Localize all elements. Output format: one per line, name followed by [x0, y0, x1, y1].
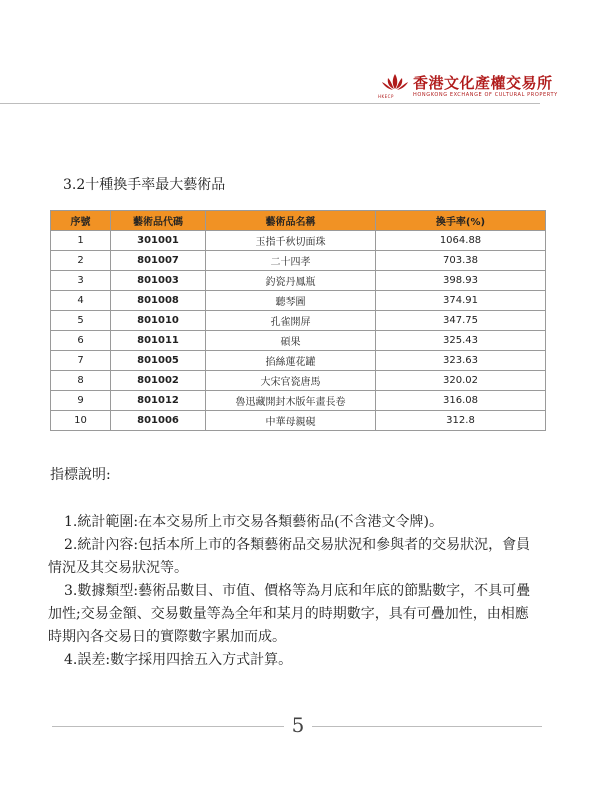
note-item: 4.誤差:數字採用四捨五入方式計算。	[64, 652, 293, 668]
table-row	[51, 371, 546, 391]
artwork-name-cell: 二十四孝	[206, 251, 376, 271]
page-number: 5	[291, 713, 305, 737]
table-row	[51, 311, 546, 331]
table-row	[51, 291, 546, 311]
turnover-rate-cell: 398.93	[376, 271, 546, 291]
table-header-row	[51, 211, 546, 231]
row-index-cell: 10	[51, 411, 111, 431]
footer-divider-left	[52, 726, 284, 727]
row-index-cell: 6	[51, 331, 111, 351]
artwork-code-cell: 301001	[111, 231, 206, 251]
logo-english-name: HONGKONG EXCHANGE OF CULTURAL PROPERTY	[413, 92, 558, 98]
table-row	[51, 251, 546, 271]
table-row	[51, 391, 546, 411]
column-header: 序號	[51, 211, 111, 231]
turnover-rate-cell: 347.75	[376, 311, 546, 331]
row-index-cell: 1	[51, 231, 111, 251]
column-header: 藝術品名稱	[206, 211, 376, 231]
notes-list	[48, 511, 538, 672]
note-item: 1.統計範圍:在本交易所上市交易各類藝術品(不含港文令牌)。	[64, 514, 443, 530]
artwork-code-cell: 801002	[111, 371, 206, 391]
artwork-name-cell: 聽琴圖	[206, 291, 376, 311]
turnover-table	[50, 210, 546, 431]
artwork-name-cell: 掐絲蓮花罐	[206, 351, 376, 371]
artwork-code-cell: 801010	[111, 311, 206, 331]
row-index-cell: 7	[51, 351, 111, 371]
logo-abbreviation: HKECP	[378, 94, 394, 99]
turnover-rate-cell: 1064.88	[376, 231, 546, 251]
turnover-rate-cell: 316.08	[376, 391, 546, 411]
column-header: 換手率(%)	[376, 211, 546, 231]
turnover-rate-cell: 312.8	[376, 411, 546, 431]
table-row	[51, 271, 546, 291]
table-body	[51, 231, 546, 431]
artwork-code-cell: 801007	[111, 251, 206, 271]
section-title: 3.2十種換手率最大藝術品	[63, 177, 226, 193]
footer-divider-right	[312, 726, 542, 727]
row-index-cell: 5	[51, 311, 111, 331]
artwork-name-cell: 玉指千秋切面珠	[206, 231, 376, 251]
artwork-code-cell: 801003	[111, 271, 206, 291]
turnover-rate-cell: 323.63	[376, 351, 546, 371]
notes-title: 指標說明:	[50, 467, 111, 483]
artwork-code-cell: 801005	[111, 351, 206, 371]
note-item: 2.統計內容:包括本所上市的各類藝術品交易狀況和參與者的交易狀況，會員情況及其交易狀況等。	[48, 537, 531, 576]
note-item: 3.數據類型:藝術品數目、市值、價格等為月底和年底的節點數字，不具可疊加性;交易金額、交易數量等為全年和某月的時期數字，具有可疊加性，由相應時期內各交易日的實際數字累加而成。	[48, 583, 531, 645]
table-row	[51, 231, 546, 251]
artwork-name-cell: 釣瓷丹鳳瓶	[206, 271, 376, 291]
header-divider	[0, 103, 540, 104]
artwork-name-cell: 孔雀開屏	[206, 311, 376, 331]
artwork-code-cell: 801008	[111, 291, 206, 311]
table-row	[51, 351, 546, 371]
artwork-code-cell: 801012	[111, 391, 206, 411]
turnover-rate-cell: 374.91	[376, 291, 546, 311]
row-index-cell: 2	[51, 251, 111, 271]
row-index-cell: 4	[51, 291, 111, 311]
row-index-cell: 8	[51, 371, 111, 391]
turnover-rate-cell: 703.38	[376, 251, 546, 271]
turnover-rate-cell: 320.02	[376, 371, 546, 391]
table-row	[51, 411, 546, 431]
lotus-logo-icon	[380, 72, 410, 92]
artwork-name-cell: 魯迅藏開封木版年畫長卷	[206, 391, 376, 411]
row-index-cell: 9	[51, 391, 111, 411]
artwork-name-cell: 中華母親硯	[206, 411, 376, 431]
row-index-cell: 3	[51, 271, 111, 291]
artwork-code-cell: 801006	[111, 411, 206, 431]
turnover-rate-cell: 325.43	[376, 331, 546, 351]
artwork-name-cell: 碩果	[206, 331, 376, 351]
artwork-name-cell: 大宋官瓷唐馬	[206, 371, 376, 391]
column-header: 藝術品代碼	[111, 211, 206, 231]
artwork-code-cell: 801011	[111, 331, 206, 351]
table-row	[51, 331, 546, 351]
logo-chinese-name: 香港文化產權交易所	[413, 74, 553, 92]
page-header	[0, 0, 595, 110]
